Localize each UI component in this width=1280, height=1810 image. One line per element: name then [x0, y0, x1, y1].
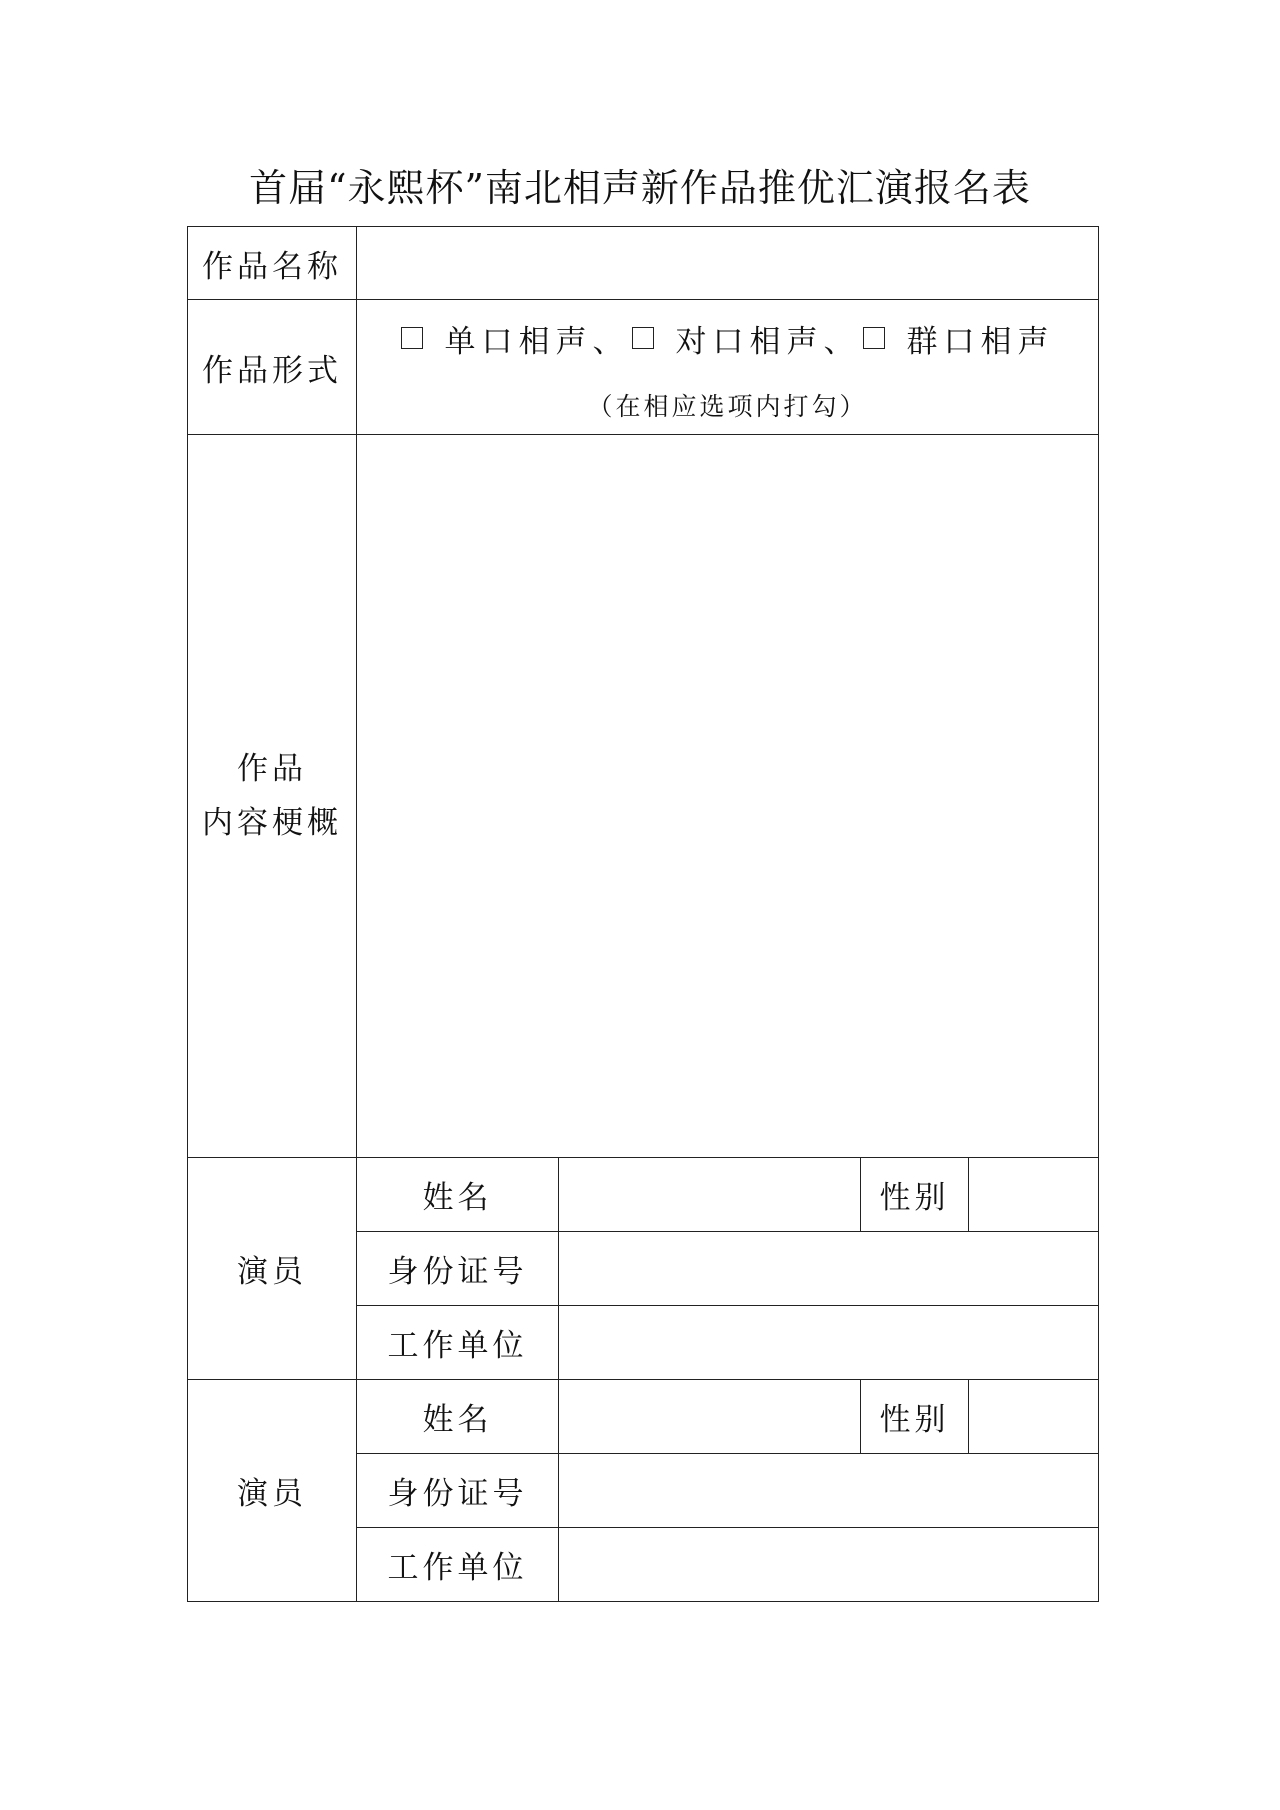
actor1-id-field[interactable]	[559, 1232, 1099, 1306]
summary-field[interactable]	[357, 435, 1099, 1158]
work-name-label: 作品名称	[188, 227, 357, 300]
actor1-name-field[interactable]	[559, 1158, 861, 1232]
actor1-employer-field[interactable]	[559, 1306, 1099, 1380]
summary-row	[188, 435, 1099, 1158]
form-title: 首届“永熙杯”南北相声新作品推优汇演报名表	[249, 166, 1031, 210]
actor2-employer-label: 工作单位	[357, 1528, 559, 1602]
registration-table	[187, 226, 1099, 1602]
actor2-id-field[interactable]	[559, 1454, 1099, 1528]
actor2-gender-field[interactable]	[969, 1380, 1099, 1454]
work-form-options	[357, 316, 1098, 361]
actor1-id-label: 身份证号	[357, 1232, 559, 1306]
option-note: （在相应选项内打勾）	[587, 391, 868, 421]
actor1-employer-label: 工作单位	[357, 1306, 559, 1380]
actor1-name-row	[188, 1158, 1099, 1232]
option-separator: 、	[592, 323, 624, 360]
actor1-gender-field[interactable]	[969, 1158, 1099, 1232]
checkbox-duo[interactable]	[632, 327, 654, 349]
work-form-label: 作品形式	[188, 300, 357, 435]
actor1-gender-label: 性别	[861, 1158, 969, 1232]
summary-label	[188, 435, 357, 1158]
option-solo[interactable]	[401, 316, 593, 361]
option-duo-label: 对口相声	[675, 323, 824, 360]
summary-label-line2: 内容梗概	[202, 805, 342, 841]
option-group[interactable]	[863, 316, 1055, 361]
work-form-options-cell	[357, 300, 1099, 435]
actor2-group-label: 演员	[188, 1380, 357, 1602]
summary-label-line1: 作品	[237, 751, 307, 787]
actor2-employer-field[interactable]	[559, 1528, 1099, 1602]
actor2-gender-label: 性别	[861, 1380, 969, 1454]
actor1-group-label: 演员	[188, 1158, 357, 1380]
option-separator: 、	[823, 323, 855, 360]
checkbox-solo[interactable]	[401, 327, 423, 349]
actor2-name-row	[188, 1380, 1099, 1454]
actor1-name-label: 姓名	[357, 1158, 559, 1232]
actor2-name-label: 姓名	[357, 1380, 559, 1454]
work-form-row	[188, 300, 1099, 435]
option-duo[interactable]	[632, 316, 824, 361]
option-solo-label: 单口相声	[444, 323, 593, 360]
option-group-label: 群口相声	[906, 323, 1055, 360]
actor2-name-field[interactable]	[559, 1380, 861, 1454]
work-name-field[interactable]	[357, 227, 1099, 300]
checkbox-group[interactable]	[863, 327, 885, 349]
work-name-row	[188, 227, 1099, 300]
actor2-id-label: 身份证号	[357, 1454, 559, 1528]
